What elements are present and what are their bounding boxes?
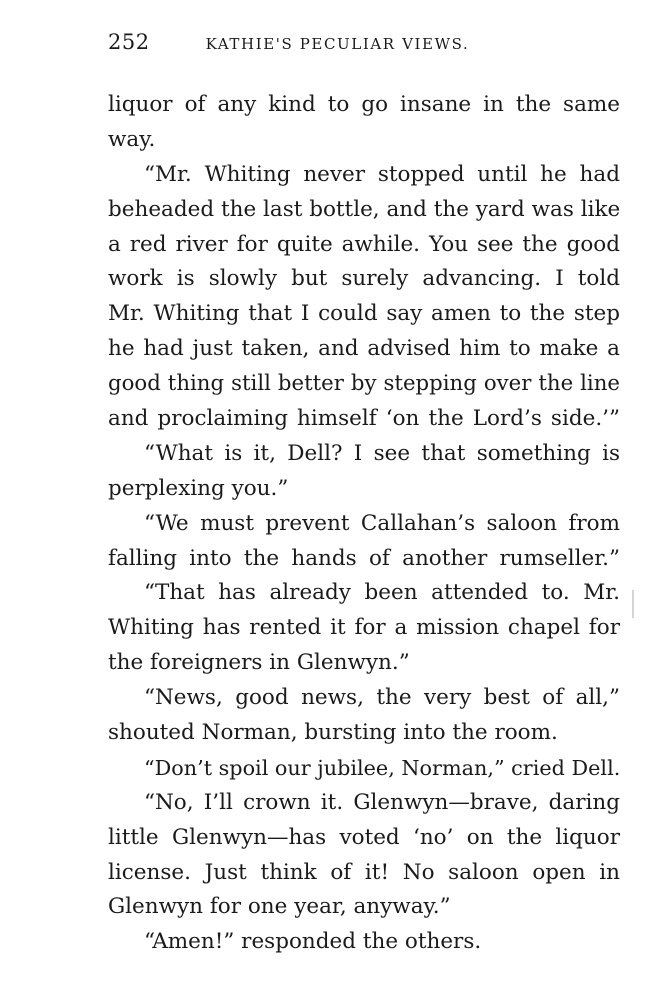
text-line: Mr. Whiting that I could say amen to the step [108, 301, 620, 327]
text-line: perplexing you.” [108, 475, 289, 501]
page-number: 252 [108, 30, 150, 54]
text-line: “No, I’ll crown it. Glenwyn—brave, daring [144, 789, 620, 815]
text-line: the foreigners in Glenwyn.” [108, 650, 410, 676]
page-header [108, 30, 620, 74]
text-line: he had just taken, and advised him to make a [108, 336, 620, 362]
text-line: license. Just think of it! No saloon open in [108, 859, 620, 885]
running-head: KATHIE'S PECULIAR VIEWS. [205, 35, 470, 53]
text-line: “We must prevent Callahan’s saloon from [144, 510, 620, 536]
text-line: “Don’t spoil our jubilee, Norman,” cried Dell. [144, 755, 621, 780]
text-line: shouted Norman, bursting into the room. [108, 720, 558, 746]
text-line: Glenwyn for one year, anyway.” [108, 894, 451, 920]
text-line: falling into the hands of another rumseller.” [108, 545, 620, 571]
text-line: little Glenwyn—has voted ‘no’ on the liquor [108, 824, 620, 850]
text-line: “That has already been attended to. Mr. [144, 580, 620, 606]
text-line: good thing still better by stepping over the line [108, 371, 620, 397]
margin-mark [632, 590, 634, 618]
text-line: beheaded the last bottle, and the yard was like [108, 196, 621, 222]
text-line: “Amen!” responded the others. [144, 929, 482, 955]
book-page [108, 30, 620, 960]
text-line: work is slowly but surely advancing. I told [108, 266, 620, 292]
text-line: way. [108, 126, 156, 152]
text-line: Whiting has rented it for a mission chapel for [108, 615, 620, 641]
text-line: and proclaiming himself ‘on the Lord’s side.’” [108, 406, 620, 432]
body-text [108, 88, 620, 960]
text-line: “News, good news, the very best of all,” [144, 685, 620, 711]
text-line: liquor of any kind to go insane in the same [108, 92, 620, 117]
text-line: a red river for quite awhile. You see the good [108, 231, 620, 257]
text-line: “What is it, Dell? I see that something is [144, 440, 620, 466]
text-line: “Mr. Whiting never stopped until he had [144, 161, 620, 187]
